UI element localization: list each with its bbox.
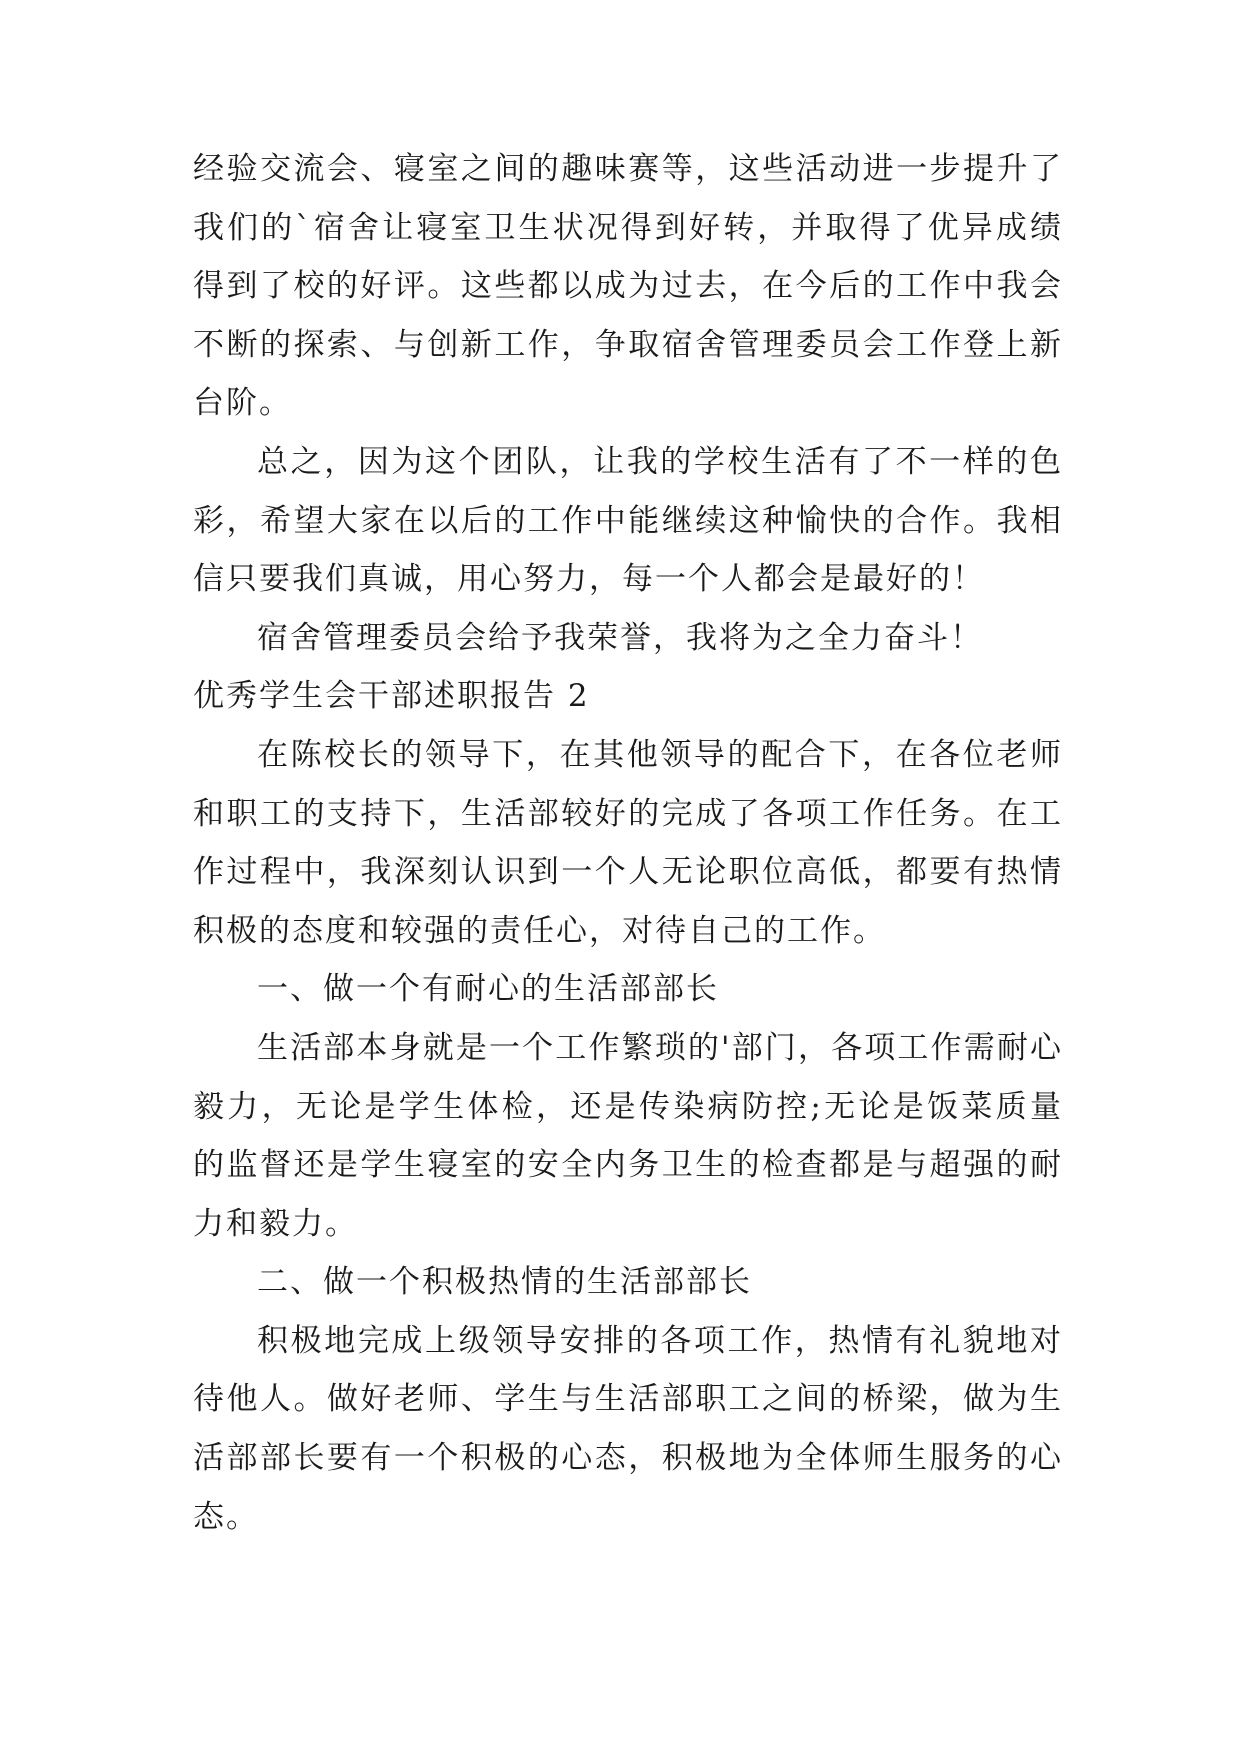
subheading-one: 一、做一个有耐心的生活部部长 <box>257 971 719 1008</box>
paragraph-summary: 总之，因为这个团队，让我的学校生活有了不一样的色彩，希望大家在以后的工作中能继续这种愉快的合作。我相信只要我们真诚，用心努力，每一个人都会是最好的！ <box>193 443 1063 598</box>
subheading-two: 二、做一个积极热情的生活部部长 <box>257 1264 752 1301</box>
paragraph-intro: 在陈校长的领导下，在其他领导的配合下，在各位老师和职工的支持下，生活部较好的完成了各项工作任务。在工作过程中，我深刻认识到一个人无论职位高低，都要有热情积极的态度和较强的责任心，对待自己的工作。 <box>193 736 1063 949</box>
section-title: 优秀学生会干部述职报告 2 <box>193 678 590 715</box>
paragraph-enthusiasm: 积极地完成上级领导安排的各项工作，热情有礼貌地对待他人。做好老师、学生与生活部职工之间的桥梁，做为生活部部长要有一个积极的心态，积极地为全体师生服务的心态。 <box>193 1322 1063 1535</box>
paragraph-patience: 生活部本身就是一个工作繁琐的'部门，各项工作需耐心毅力，无论是学生体检，还是传染病防控;无论是饭菜质量的监督还是学生寝室的安全内务卫生的检查都是与超强的耐力和毅力。 <box>193 1029 1063 1242</box>
paragraph-closing: 宿舍管理委员会给予我荣誉，我将为之全力奋斗！ <box>257 619 983 656</box>
paragraph-continuation: 经验交流会、寝室之间的趣味赛等，这些活动进一步提升了我们的`宿舍让寝室卫生状况得到好转，并取得了优异成绩得到了校的好评。这些都以成为过去，在今后的工作中我会不断的探索、与创新工作，争取宿舍管理委员会工作登上新台阶。 <box>193 151 1063 422</box>
document-body <box>193 140 1063 1546</box>
